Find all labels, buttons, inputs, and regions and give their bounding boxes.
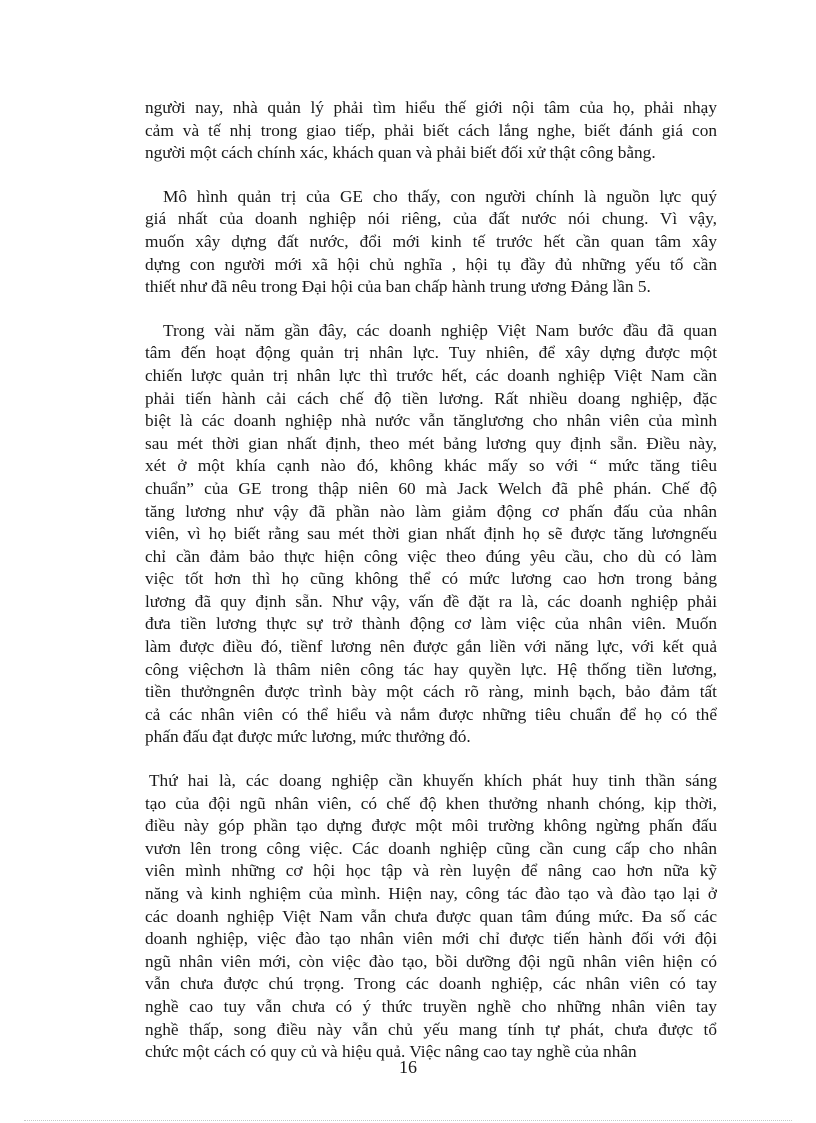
text-line: các doanh nghiệp Việt Nam vẫn chưa được quan tâm đúng mức. Đa số các — [145, 906, 717, 926]
text-line: cảm và tế nhị trong giao tiếp, phải biết cách lắng nghe, biết đánh giá con — [145, 120, 717, 140]
text-line: nghề cao tuy vẫn chưa có ý thức truyền nghề cho những nhân viên tay — [145, 996, 717, 1016]
text-line: việc tốt hơn thì họ cũng không thể có mức lương cao hơn trong bảng — [145, 569, 717, 589]
text-line: phấn đấu đạt được mức lương, mức thưởng đó. — [145, 727, 471, 747]
text-line: vươn lên trong công việc. Các doanh nghiệp cũng cần cung cấp cho nhân — [145, 838, 717, 858]
text-line: đưa tiền lương thực sự trở thành động cơ làm việc của nhân viên. Muốn — [145, 614, 717, 634]
text-line: chức một cách có quy củ và hiệu quả. Việc nâng cao tay nghề của nhân — [145, 1042, 637, 1062]
text-line: doanh nghiệp, việc đào tạo nhân viên mới chỉ được tiến hành đối với đội — [145, 929, 717, 949]
text-line: muốn xây dựng đất nước, đổi mới kinh tế trước hết cần quan tâm xây — [145, 231, 717, 251]
text-line: năng và kinh nghiệm của mình. Hiện nay, công tác đào tạo và đào tạo lại ở — [145, 884, 717, 903]
text-line: công việchơn là thâm niên công tác hay quyền lực. Hệ thống tiền lương, — [145, 659, 717, 679]
paragraph-3 — [145, 320, 717, 749]
paragraph-1 — [145, 97, 717, 165]
text-line: cả các nhân viên có thể hiểu và nắm được những tiêu chuẩn để họ có thể — [145, 704, 717, 724]
text-line: ngũ nhân viên mới, còn việc đào tạo, bồi dưỡng đội ngũ nhân viên hiện có — [145, 951, 717, 971]
text-line: xét ở một khía cạnh nào đó, không khác mấy so với “ mức tăng tiêu — [145, 456, 717, 476]
text-line: tạo của đội ngũ nhân viên, có chế độ khen thưởng nhanh chóng, kịp thời, — [145, 793, 717, 813]
text-line: chỉ cần đảm bảo thực hiện công việc theo đúng yêu cầu, cho dù có làm — [145, 546, 717, 566]
paragraph-2 — [145, 186, 717, 299]
text-line: thiết như đã nêu trong Đại hội của ban chấp hành trung ương Đảng lần 5. — [145, 277, 651, 297]
text-line: phải tiến hành cải cách chế độ tiền lương. Rất nhiều doang nghiệp, đặc — [145, 388, 717, 408]
text-line: Thứ hai là, các doang nghiệp cần khuyến khích phát huy tinh thần sáng — [149, 771, 717, 791]
text-line: sau mét thời gian nhất định, theo mét bảng lương quy định sẵn. Điều này, — [145, 433, 717, 453]
text-line: biệt là các doanh nghiệp nhà nước vẫn tănglương cho nhân viên của mình — [145, 411, 717, 431]
text-line: giá nhất của doanh nghiệp nói riêng, của đất nước nói chung. Vì vậy, — [145, 209, 717, 229]
page-bottom-divider — [24, 1120, 792, 1121]
text-line: người một cách chính xác, khách quan và phải biết đối xử thật công bằng. — [145, 143, 656, 163]
text-line: chuẩn” của GE trong thập niên 60 mà Jack Welch đã phê phán. Chế độ — [145, 478, 717, 498]
text-line: chiến lược quản trị nhân lực thì trước hết, các doanh nghiệp Việt Nam cần — [145, 365, 717, 385]
text-line: Trong vài năm gần đây, các doanh nghiệp Việt Nam bước đầu đã quan — [163, 320, 717, 340]
text-line: nghề thấp, song điều này vẫn chủ yếu mang tính tự phát, chưa được tổ — [145, 1019, 717, 1039]
text-line: người nay, nhà quản lý phải tìm hiểu thế giới nội tâm của họ, phải nhạy — [145, 98, 717, 117]
text-line: dựng con người mới xã hội chủ nghĩa , hội tụ đầy đủ những yếu tố cần — [145, 254, 717, 274]
paragraph-4 — [145, 770, 717, 1064]
text-line: Mô hình quản trị của GE cho thấy, con người chính là nguồn lực quý — [163, 186, 717, 206]
text-line: tăng lương như vậy đã phần nào làm giảm động cơ phấn đấu của nhân — [145, 501, 717, 521]
text-line: làm được điều đó, tiềnf lương nên được gắn liền với năng lực, với kết quả — [145, 637, 717, 657]
text-line: viên, vì họ biết rằng sau mét thời gian nhất định họ sẽ được tăng lươngnếu — [145, 524, 717, 544]
text-line: lương đã quy định sẵn. Như vậy, vấn đề đặt ra là, các doanh nghiệp phải — [145, 591, 717, 611]
page-number: 16 — [399, 1057, 417, 1077]
body-text — [145, 97, 717, 1085]
text-line: vẫn chưa được chú trọng. Trong các doanh nghiệp, các nhân viên có tay — [145, 974, 717, 994]
text-line: viên mình những cơ hội học tập và rèn luyện để nâng cao hơn nữa kỹ — [145, 861, 717, 881]
text-line: điều này góp phần tạo dựng được một môi trường không ngừng phấn đấu — [145, 816, 717, 836]
text-line: tiền thưởngnên được trình bày một cách rõ ràng, minh bạch, bảo đảm tất — [145, 682, 717, 702]
text-line: tâm đến hoạt động quản trị nhân lực. Tuy nhiên, để xây dựng được một — [145, 343, 717, 363]
